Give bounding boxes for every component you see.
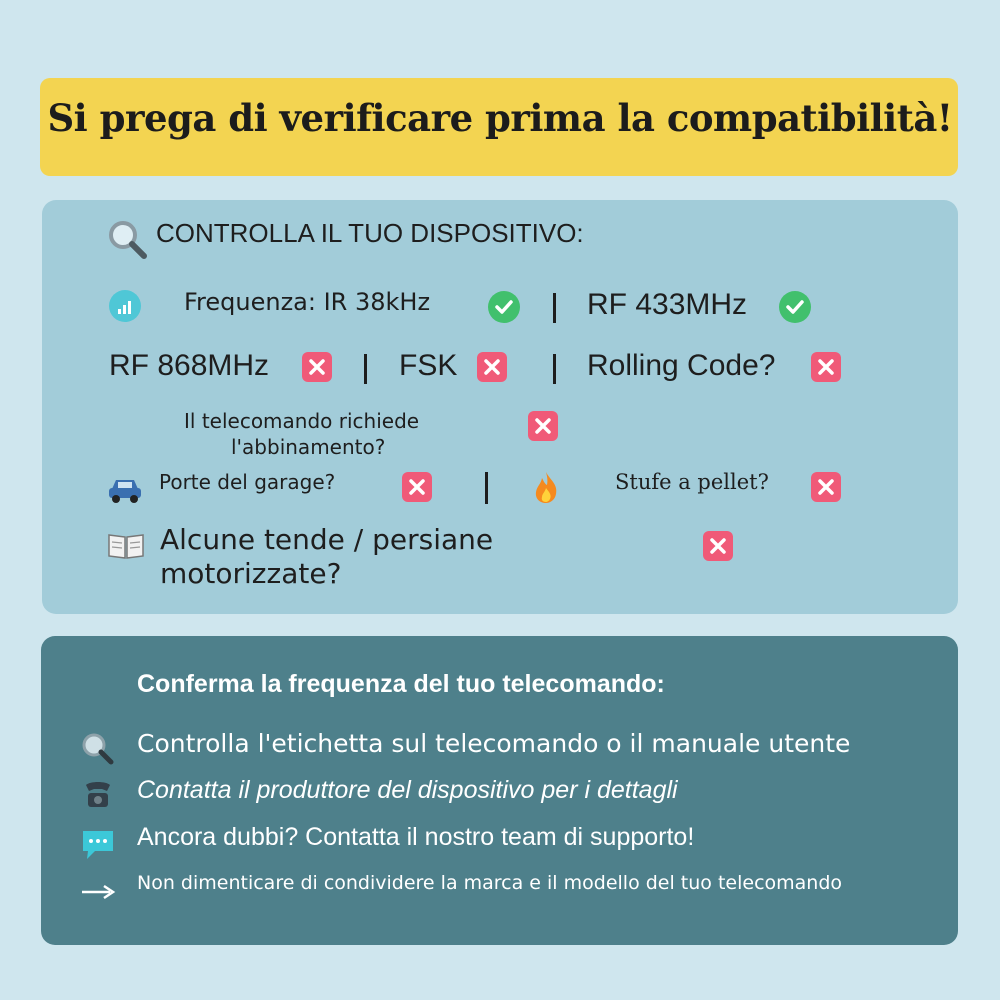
confirm-item-label: Controlla l'etichetta sul telecomando o il manuale utente <box>137 729 851 758</box>
magnifier-icon <box>106 218 148 264</box>
separator <box>364 354 367 384</box>
phone-icon <box>80 779 116 817</box>
book-icon <box>107 530 145 564</box>
cross-icon <box>402 472 432 502</box>
page-title: Si prega di verificare prima la compatibilità! <box>47 96 953 140</box>
blinds-label-line1: Alcune tende / persiane <box>160 523 494 556</box>
confirm-item-label: Non dimenticare di condividere la marca e il modello del tuo telecomando <box>137 872 843 894</box>
separator <box>553 354 556 384</box>
fsk-label: FSK <box>399 349 458 382</box>
cross-icon <box>811 472 841 502</box>
arrow-right-icon <box>80 883 116 905</box>
pairing-label-line2: l'abbinamento? <box>231 435 386 459</box>
car-icon <box>107 476 143 508</box>
cross-icon <box>811 352 841 382</box>
rolling-code-label: Rolling Code? <box>587 349 776 382</box>
blinds-label-line2: motorizzate? <box>160 557 342 590</box>
confirm-item-label: Ancora dubbi? Contatta il nostro team di supporto! <box>137 823 695 851</box>
separator <box>553 293 556 323</box>
check-icon <box>488 291 520 323</box>
confirm-heading: Conferma la frequenza del tuo telecomando: <box>137 670 665 698</box>
confirm-item-label: Contatta il produttore del dispositivo per i dettagli <box>137 776 678 804</box>
chat-icon <box>81 829 115 865</box>
cross-icon <box>477 352 507 382</box>
pairing-label-line1: Il telecomando richiede <box>184 409 420 433</box>
frequency-ir-label: Frequenza: IR 38kHz <box>184 288 431 316</box>
cross-icon <box>302 352 332 382</box>
cross-icon <box>528 411 558 441</box>
cross-icon <box>703 531 733 561</box>
signal-icon <box>109 290 141 326</box>
separator <box>485 472 488 504</box>
pellet-label: Stufe a pellet? <box>615 470 769 494</box>
magnifier-icon <box>80 731 114 769</box>
fire-icon <box>530 470 562 508</box>
check-heading: CONTROLLA IL TUO DISPOSITIVO: <box>156 218 584 248</box>
rf433-label: RF 433MHz <box>587 288 748 321</box>
rf868-label: RF 868MHz <box>109 349 270 382</box>
garage-label: Porte del garage? <box>159 470 336 494</box>
check-icon <box>779 291 811 323</box>
